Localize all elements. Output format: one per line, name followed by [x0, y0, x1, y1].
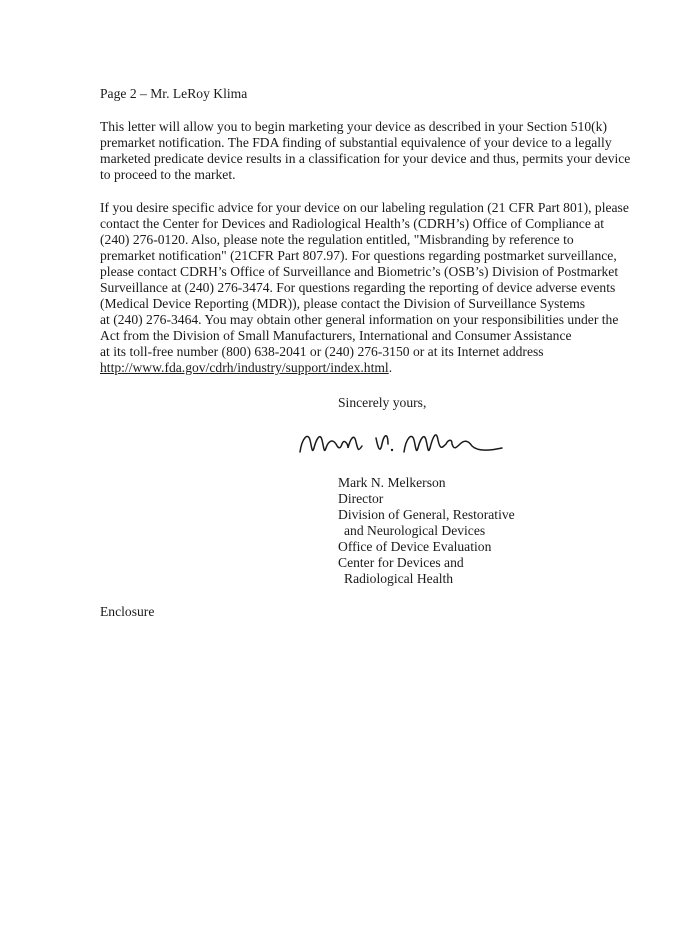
signer-office: Office of Device Evaluation	[338, 539, 492, 554]
text-line: Surveillance at (240) 276-3474. For questions regarding the reporting of device adverse events	[100, 280, 616, 295]
text-line: at (240) 276-3464. You may obtain other general information on your responsibilities under the	[100, 312, 619, 327]
signer-title: Director	[338, 491, 384, 506]
paragraph-advice	[100, 200, 629, 376]
text-line: premarket notification" (21CFR Part 807.97). For questions regarding postmarket surveillance,	[100, 248, 617, 263]
url-suffix: .	[388, 360, 393, 375]
text-line: contact the Center for Devices and Radiological Health’s (CDRH’s) Office of Compliance at	[100, 216, 605, 231]
handwritten-signature	[296, 418, 506, 466]
paragraph-marketing	[100, 119, 631, 183]
signer-center-cont: Radiological Health	[344, 571, 454, 586]
text-line: premarket notification. The FDA finding of substantial equivalence of your device to a legally	[100, 135, 612, 150]
signer-division-cont: and Neurological Devices	[344, 523, 486, 538]
fda-url-link[interactable]: http://www.fda.gov/cdrh/industry/support/index.html	[100, 360, 389, 375]
text-line: (240) 276-0120. Also, please note the regulation entitled, "Misbranding by reference to	[100, 232, 574, 247]
signer-name: Mark N. Melkerson	[338, 475, 446, 490]
enclosure-note: Enclosure	[100, 604, 155, 619]
text-line: Act from the Division of Small Manufacturers, International and Consumer Assistance	[100, 328, 572, 343]
text-line: This letter will allow you to begin marketing your device as described in your Section 510(k)	[100, 119, 607, 134]
signature-block	[338, 475, 515, 587]
signer-division: Division of General, Restorative	[338, 507, 515, 522]
text-line: at its toll-free number (800) 638-2041 or (240) 276-3150 or at its Internet address	[100, 344, 544, 359]
text-line: please contact CDRH’s Office of Surveillance and Biometric’s (OSB’s) Division of Postmarket	[100, 264, 619, 279]
closing: Sincerely yours,	[338, 395, 427, 410]
text-line: (Medical Device Reporting (MDR)), please contact the Division of Surveillance Systems	[100, 296, 586, 311]
text-line: If you desire specific advice for your device on our labeling regulation (21 CFR Part 801), please	[100, 200, 629, 215]
text-line: marketed predicate device results in a classification for your device and thus, permits your device	[100, 151, 631, 166]
signer-center: Center for Devices and	[338, 555, 464, 570]
page-header: Page 2 – Mr. LeRoy Klima	[100, 86, 248, 101]
url-line	[100, 360, 620, 376]
text-line: to proceed to the market.	[100, 167, 236, 182]
